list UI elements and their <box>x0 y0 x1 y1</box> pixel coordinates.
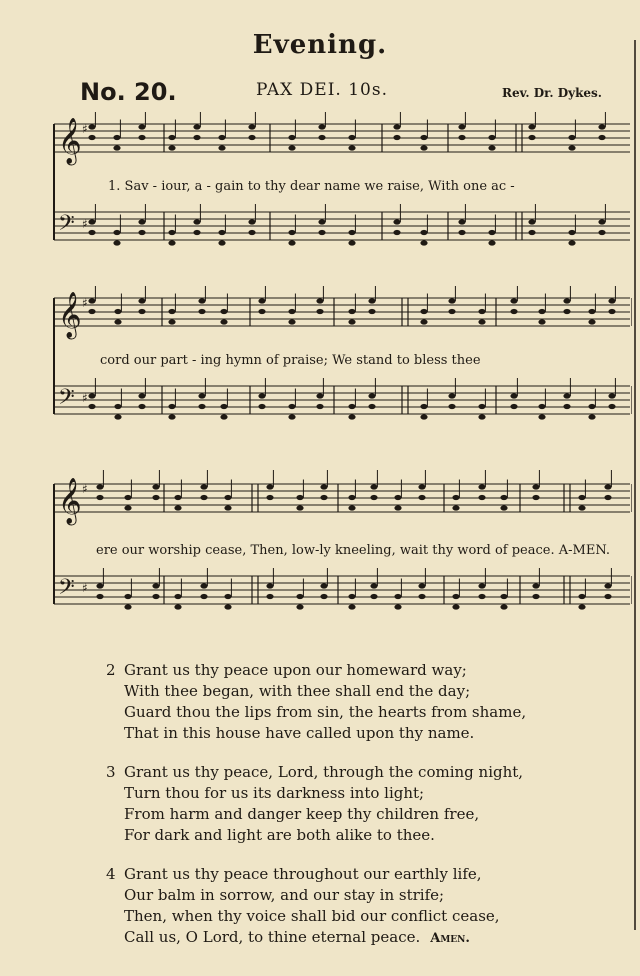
verse-4 <box>106 864 586 949</box>
page-title: Evening. <box>252 30 388 60</box>
lyric-line-1: 1. Sav - iour, a - gain to thy dear name we raise, With one ac - <box>108 179 515 194</box>
verse-line: Grant us thy peace upon our homeward way; <box>124 661 467 679</box>
tune-name: PAX DEI. 10s. <box>256 80 388 100</box>
svg-text:♯: ♯ <box>82 391 88 405</box>
composer-credit: Rev. Dr. Dykes. <box>502 86 602 100</box>
svg-text:𝄞: 𝄞 <box>58 292 82 338</box>
verse-line: For dark and light are both alike to thee. <box>124 826 435 844</box>
verse-line: Then, when thy voice shall bid our conflict cease, <box>124 907 500 925</box>
verse-number: 4 <box>106 865 116 883</box>
verse-line: Guard thou the lips from sin, the hearts from shame, <box>124 703 527 721</box>
svg-text:♯: ♯ <box>82 122 88 136</box>
verse-line: Grant us thy peace throughout our earthly life, <box>124 865 482 883</box>
verse-3 <box>106 762 586 846</box>
svg-text:♯: ♯ <box>82 217 88 231</box>
verse-line: From harm and danger keep thy children free, <box>124 805 480 823</box>
svg-text:♯: ♯ <box>82 581 88 595</box>
verse-line: Call us, O Lord, to thine eternal peace. <box>124 928 421 946</box>
svg-text:𝄢: 𝄢 <box>58 385 75 415</box>
svg-text:𝄢: 𝄢 <box>58 211 75 241</box>
amen-text: Amen. <box>430 931 470 946</box>
lyric-line-3: ere our worship cease, Then, low-ly kneeling, wait thy word of peace. A-MEN. <box>96 543 611 558</box>
verse-line: With thee began, with thee shall end the day; <box>124 682 471 700</box>
verse-2 <box>106 660 586 744</box>
svg-text:𝄞: 𝄞 <box>58 118 82 164</box>
verse-line: That in this house have called upon thy name. <box>124 724 475 742</box>
lyric-line-2: cord our part - ing hymn of praise; We stand to bless thee <box>100 353 481 368</box>
svg-text:𝄢: 𝄢 <box>58 575 75 605</box>
svg-text:𝄞: 𝄞 <box>58 478 82 524</box>
svg-text:♯: ♯ <box>82 482 88 496</box>
verse-number: 2 <box>106 661 116 679</box>
verse-number: 3 <box>106 763 116 781</box>
verse-line: Turn thou for us its darkness into light; <box>124 784 425 802</box>
svg-text:♯: ♯ <box>82 296 88 310</box>
hymn-number: No. 20. <box>80 78 177 106</box>
verse-line: Grant us thy peace, Lord, through the coming night, <box>124 763 524 781</box>
verse-line: Our balm in sorrow, and our stay in strife; <box>124 886 445 904</box>
